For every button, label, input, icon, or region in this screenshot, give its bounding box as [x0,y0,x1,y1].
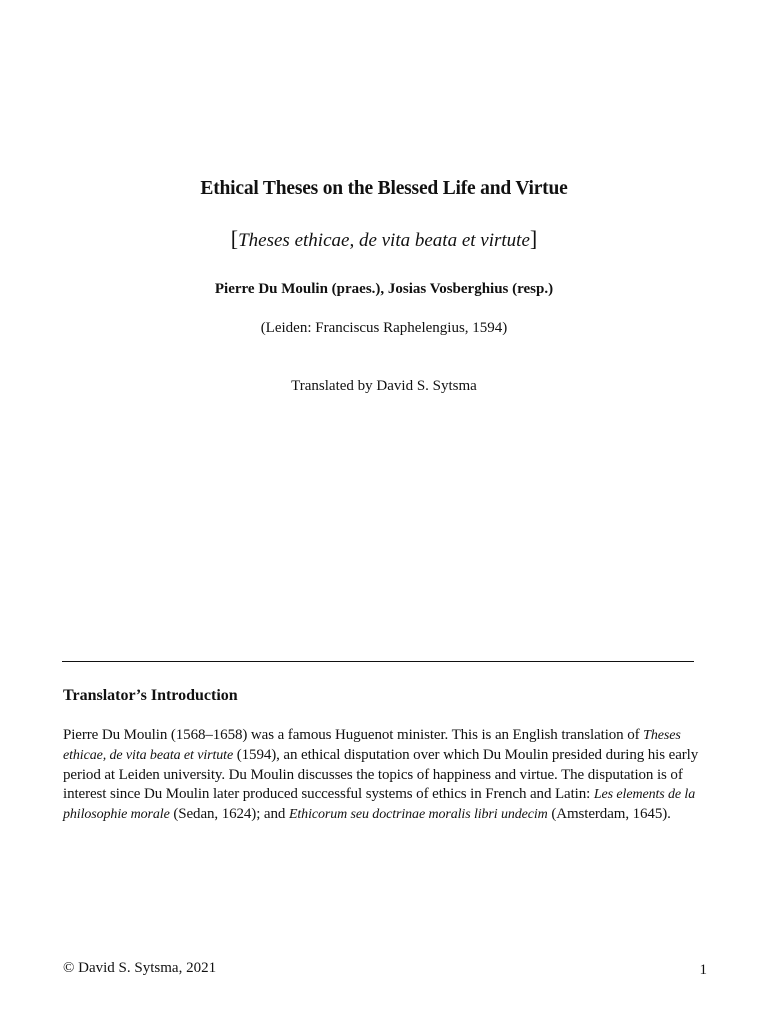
intro-text-4: (Amsterdam, 1645). [547,806,671,823]
latin-title [0,226,768,252]
intro-text-2: (1594), an ethical disputation over which Du Moulin presided during his early period at Leiden university. Du Moulin discusses the topics of happiness and virtue. The disputation is of interest since Du Moulin later produced successful systems of ethics in French and Latin: [63,746,699,803]
page-number: 1 [699,962,707,978]
intro-italic-1: Theses ethicae, de vita beata et virtute [63,728,681,763]
intro-heading: Translator’s Introduction [63,687,238,704]
imprint-line: (Leiden: Franciscus Raphelengius, 1594) [260,320,508,336]
latin-title-text: Theses ethicae, de vita beata et virtute [238,230,530,251]
close-bracket: ] [529,226,538,251]
intro-text-3: (Sedan, 1624); and [169,806,289,823]
intro-text-1: Pierre Du Moulin (1568–1658) was a famous Huguenot minister. This is an English translation of [63,727,644,743]
horizontal-rule [62,661,694,662]
document-title: Ethical Theses on the Blessed Life and Virtue [200,178,568,199]
intro-italic-3: Ethicorum seu doctrinae moralis libri undecim [288,807,548,823]
intro-italic-2: Les elements de la philosophie morale [63,787,696,823]
open-bracket: [ [230,226,239,251]
translator-line: Translated by David S. Sytsma [291,378,477,394]
intro-paragraph [63,726,703,825]
copyright-notice: © David S. Sytsma, 2021 [63,960,217,976]
authors-line: Pierre Du Moulin (praes.), Josias Vosberghius (resp.) [214,281,554,297]
